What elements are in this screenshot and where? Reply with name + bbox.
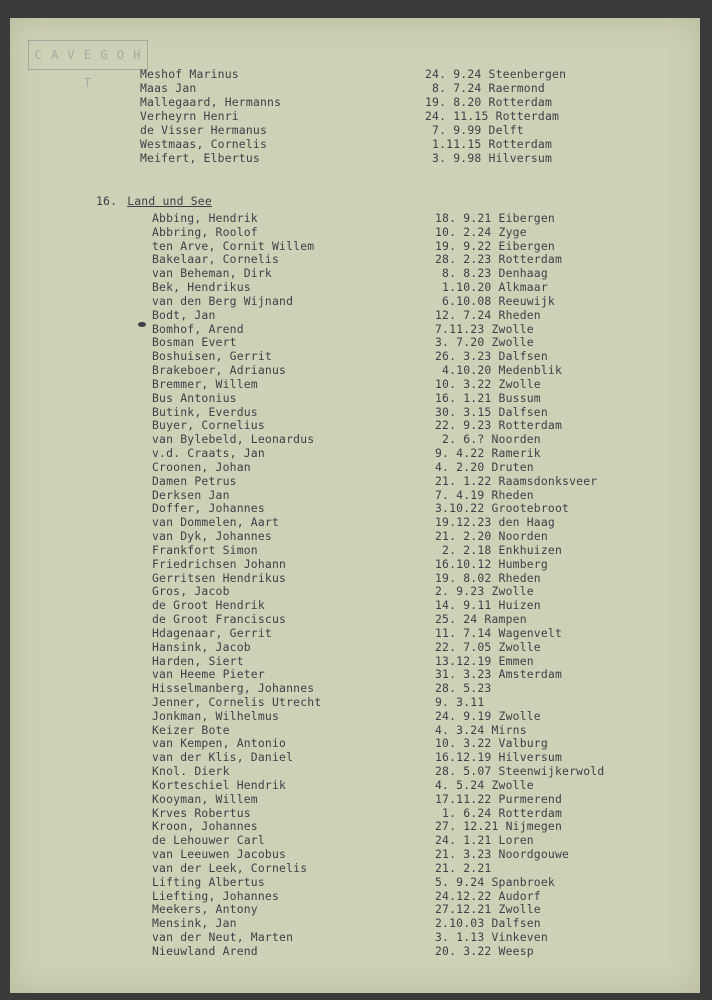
name-entry: van Dyk, Johannes <box>152 529 272 544</box>
name-entry: Bakelaar, Cornelis <box>152 252 280 267</box>
date-place-entry: 3.10.22 Grootebroot <box>435 501 570 516</box>
date-place-entry: 11. 7.14 Wagenvelt <box>435 625 563 640</box>
name-entry: Gerritsen Hendrikus <box>152 570 287 585</box>
date-place-entry: 26. 3.23 Dalfsen <box>435 349 548 364</box>
name-entry: Friedrichsen Johann <box>152 556 287 571</box>
name-entry: Abbing, Hendrik <box>152 211 258 225</box>
date-place-entry: 7. 4.19 Rheden <box>435 487 534 502</box>
name-entry: Meekers, Antony <box>152 902 258 917</box>
date-place-entry: 2.10.03 Dalfsen <box>435 916 541 931</box>
name-entry: Mallegaard, Hermanns <box>140 95 282 109</box>
date-place-entry: 10. 3.22 Valburg <box>435 736 548 751</box>
name-entry: van der Leek, Cornelis <box>152 860 308 875</box>
name-entry: Krves Robertus <box>152 805 251 820</box>
name-entry: Lifting Albertus <box>152 874 265 889</box>
name-entry: Bomhof, Arend <box>152 321 244 336</box>
date-place-entry: 22. 9.23 Rotterdam <box>435 418 563 433</box>
date-place-entry: 21. 2.20 Noorden <box>435 529 548 544</box>
name-entry: Doffer, Johannes <box>152 501 265 516</box>
name-entry: Abbring, Roolof <box>152 224 258 239</box>
date-place-entry: 17.11.22 Purmerend <box>435 791 563 806</box>
date-place-entry: 28. 5.07 Steenwijkerwold <box>435 764 605 779</box>
date-place-entry: 24. 1.21 Loren <box>435 833 534 848</box>
name-entry: Frankfort Simon <box>152 542 258 557</box>
name-entry: Brakeboer, Adrianus <box>152 363 287 378</box>
date-place-entry: 19. 8.20 Rotterdam <box>425 95 553 109</box>
date-place-entry: 22. 7.05 Zwolle <box>435 639 541 654</box>
date-column <box>435 212 604 959</box>
name-entry: Jonkman, Wilhelmus <box>152 708 280 723</box>
date-place-entry: 4. 3.24 Mirns <box>435 722 527 737</box>
date-place-entry: 2. 6.? Noorden <box>435 432 541 447</box>
name-entry: Bodt, Jan <box>152 307 216 322</box>
name-entry: Korteschiel Hendrik <box>152 777 287 792</box>
date-place-entry: 28. 2.23 Rotterdam <box>435 252 563 267</box>
name-entry: van der Neut, Marten <box>152 930 294 945</box>
date-place-entry: 6.10.08 Reeuwijk <box>435 293 555 308</box>
date-place-entry: 7.11.23 Zwolle <box>435 321 534 336</box>
name-entry: Bosman Evert <box>152 335 237 350</box>
date-place-entry: 24. 9.24 Steenbergen <box>425 67 567 81</box>
name-entry: van Beheman, Dirk <box>152 266 272 281</box>
date-place-entry: 12. 7.24 Rheden <box>435 307 541 322</box>
name-entry: Damen Petrus <box>152 473 237 488</box>
section-title: Land und See <box>127 194 212 208</box>
date-place-entry: 4. 2.20 Druten <box>435 459 534 474</box>
name-entry: Gros, Jacob <box>152 584 230 599</box>
name-entry: Kroon, Johannes <box>152 819 258 834</box>
date-place-entry: 8. 8.23 Denhaag <box>435 266 548 281</box>
date-place-entry: 25. 24 Rampen <box>435 612 527 627</box>
name-entry: Verheyrn Henri <box>140 109 239 123</box>
name-entry: v.d. Craats, Jan <box>152 446 265 461</box>
date-place-entry: 10. 3.22 Zwolle <box>435 376 541 391</box>
name-entry: Nieuwland Arend <box>152 943 258 958</box>
date-place-entry: 19.12.23 den Haag <box>435 515 555 530</box>
date-place-entry: 1.10.20 Alkmaar <box>435 280 548 295</box>
archive-stamp: C A V E G O H T <box>28 40 148 70</box>
name-entry: van den Berg Wijnand <box>152 293 294 308</box>
date-place-entry: 21. 2.21 <box>435 860 492 875</box>
ink-mark <box>138 322 146 327</box>
date-place-entry: 16.12.19 Hilversum <box>435 750 563 765</box>
name-entry: Jenner, Cornelis Utrecht <box>152 694 322 709</box>
name-entry: Meshof Marinus <box>140 67 239 81</box>
name-entry: Maas Jan <box>140 81 197 95</box>
name-entry: Keizer Bote <box>152 722 230 737</box>
name-entry: van der Klis, Daniel <box>152 750 294 765</box>
name-entry: Knol. Dierk <box>152 764 230 779</box>
name-entry: van Kempen, Antonio <box>152 736 287 751</box>
name-entry: de Lehouwer Carl <box>152 833 265 848</box>
date-place-entry: 24.12.22 Audorf <box>435 888 541 903</box>
name-entry: ten Arve, Cornit Willem <box>152 238 315 253</box>
name-entry: Buyer, Cornelius <box>152 418 265 433</box>
name-entry: de Visser Hermanus <box>140 123 268 137</box>
name-entry: Liefting, Johannes <box>152 888 280 903</box>
name-column <box>152 212 321 959</box>
date-place-entry: 30. 3.15 Dalfsen <box>435 404 548 419</box>
name-entry: van Heeme Pieter <box>152 667 265 682</box>
name-entry: Bremmer, Willem <box>152 376 258 391</box>
top-date-column <box>425 67 566 165</box>
date-place-entry: 13.12.19 Emmen <box>435 653 534 668</box>
date-place-entry: 14. 9.11 Huizen <box>435 598 541 613</box>
date-place-entry: 24. 9.19 Zwolle <box>435 708 541 723</box>
name-entry: Westmaas, Cornelis <box>140 137 268 151</box>
date-place-entry: 4.10.20 Medenblik <box>435 363 563 378</box>
top-name-column <box>140 67 281 165</box>
date-place-entry: 24. 11.15 Rotterdam <box>425 109 560 123</box>
date-place-entry: 1.11.15 Rotterdam <box>425 137 553 151</box>
date-place-entry: 27.12.21 Zwolle <box>435 902 541 917</box>
name-entry: Croonen, Johan <box>152 459 251 474</box>
date-place-entry: 27. 12.21 Nijmegen <box>435 819 563 834</box>
name-entry: Kooyman, Willem <box>152 791 258 806</box>
date-place-entry: 19. 8.02 Rheden <box>435 570 541 585</box>
date-place-entry: 3. 7.20 Zwolle <box>435 335 534 350</box>
date-place-entry: 7. 9.99 Delft <box>425 123 524 137</box>
name-entry: Meifert, Elbertus <box>140 151 260 165</box>
name-entry: Hisselmanberg, Johannes <box>152 681 315 696</box>
date-place-entry: 21. 3.23 Noordgouwe <box>435 847 570 862</box>
section-number: 16. <box>96 194 118 208</box>
date-place-entry: 19. 9.22 Eibergen <box>435 238 555 253</box>
date-place-entry: 16.10.12 Humberg <box>435 556 548 571</box>
name-entry: Derksen Jan <box>152 487 230 502</box>
date-place-entry: 2. 2.18 Enkhuizen <box>435 542 563 557</box>
date-place-entry: 9. 4.22 Ramerik <box>435 446 541 461</box>
date-place-entry: 1. 6.24 Rotterdam <box>435 805 563 820</box>
date-place-entry: 5. 9.24 Spanbroek <box>435 874 555 889</box>
name-entry: van Bylebeld, Leonardus <box>152 432 315 447</box>
date-place-entry: 18. 9.21 Eibergen <box>435 211 555 225</box>
name-entry: Hansink, Jacob <box>152 639 251 654</box>
date-place-entry: 4. 5.24 Zwolle <box>435 777 534 792</box>
name-entry: Bus Antonius <box>152 390 237 405</box>
section-heading <box>96 194 212 208</box>
name-entry: van Dommelen, Aart <box>152 515 280 530</box>
document-page <box>10 18 700 993</box>
date-place-entry: 10. 2.24 Zyge <box>435 224 527 239</box>
name-entry: Mensink, Jan <box>152 916 237 931</box>
date-place-entry: 20. 3.22 Weesp <box>435 943 534 958</box>
date-place-entry: 28. 5.23 <box>435 681 492 696</box>
name-entry: Bek, Hendrikus <box>152 280 251 295</box>
date-place-entry: 3. 1.13 Vinkeven <box>435 930 548 945</box>
name-entry: van Leeuwen Jacobus <box>152 847 287 862</box>
name-entry: de Groot Hendrik <box>152 598 265 613</box>
date-place-entry: 2. 9.23 Zwolle <box>435 584 534 599</box>
name-entry: Harden, Siert <box>152 653 244 668</box>
date-place-entry: 9. 3.11 <box>435 694 485 709</box>
name-entry: Hdagenaar, Gerrit <box>152 625 272 640</box>
name-entry: Boshuisen, Gerrit <box>152 349 272 364</box>
name-entry: de Groot Franciscus <box>152 612 287 627</box>
date-place-entry: 21. 1.22 Raamsdonksveer <box>435 473 598 488</box>
date-place-entry: 16. 1.21 Bussum <box>435 390 541 405</box>
date-place-entry: 8. 7.24 Raermond <box>425 81 545 95</box>
date-place-entry: 3. 9.98 Hilversum <box>425 151 553 165</box>
date-place-entry: 31. 3.23 Amsterdam <box>435 667 563 682</box>
name-entry: Butink, Everdus <box>152 404 258 419</box>
